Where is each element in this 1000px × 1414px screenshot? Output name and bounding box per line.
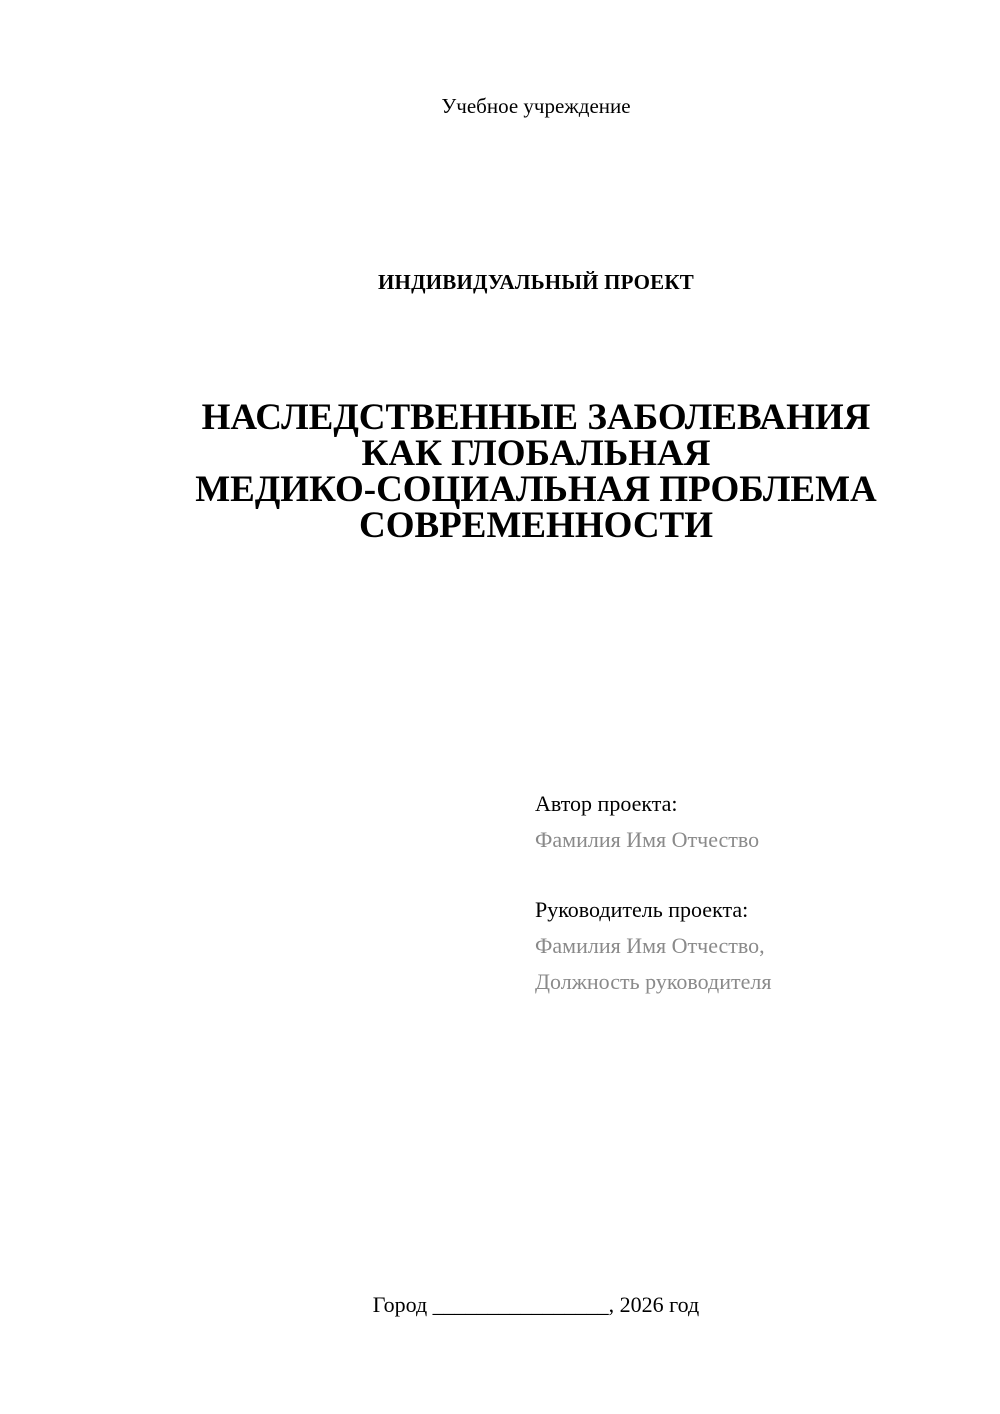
project-title <box>0 397 1000 546</box>
author-name-placeholder: Фамилия Имя Отчество <box>535 827 760 852</box>
project-type-heading: ИНДИВИДУАЛЬНЫЙ ПРОЕКТ <box>378 270 694 294</box>
project-info-block <box>535 786 975 1000</box>
title-line-1: НАСЛЕДСТВЕННЫЕ ЗАБОЛЕВАНИЯ <box>201 397 871 438</box>
title-line-3: МЕДИКО-СОЦИАЛЬНАЯ ПРОБЛЕМА <box>195 469 877 510</box>
supervisor-position-placeholder: Должность руководителя <box>535 969 772 994</box>
supervisor-label: Руководитель проекта: <box>535 897 749 922</box>
city-year-footer <box>0 1290 1000 1320</box>
city-blank-line: ________________ <box>432 1292 609 1317</box>
year-text: , 2026 год <box>608 1292 700 1317</box>
info-spacer <box>535 858 975 892</box>
city-label: Город <box>372 1292 428 1317</box>
title-line-4: СОВРЕМЕННОСТИ <box>358 505 714 546</box>
supervisor-name-placeholder: Фамилия Имя Отчество, <box>535 933 765 958</box>
author-label: Автор проекта: <box>535 791 678 816</box>
title-line-2: КАК ГЛОБАЛЬНАЯ <box>361 433 711 474</box>
institution-name: Учебное учреждение <box>441 94 631 118</box>
